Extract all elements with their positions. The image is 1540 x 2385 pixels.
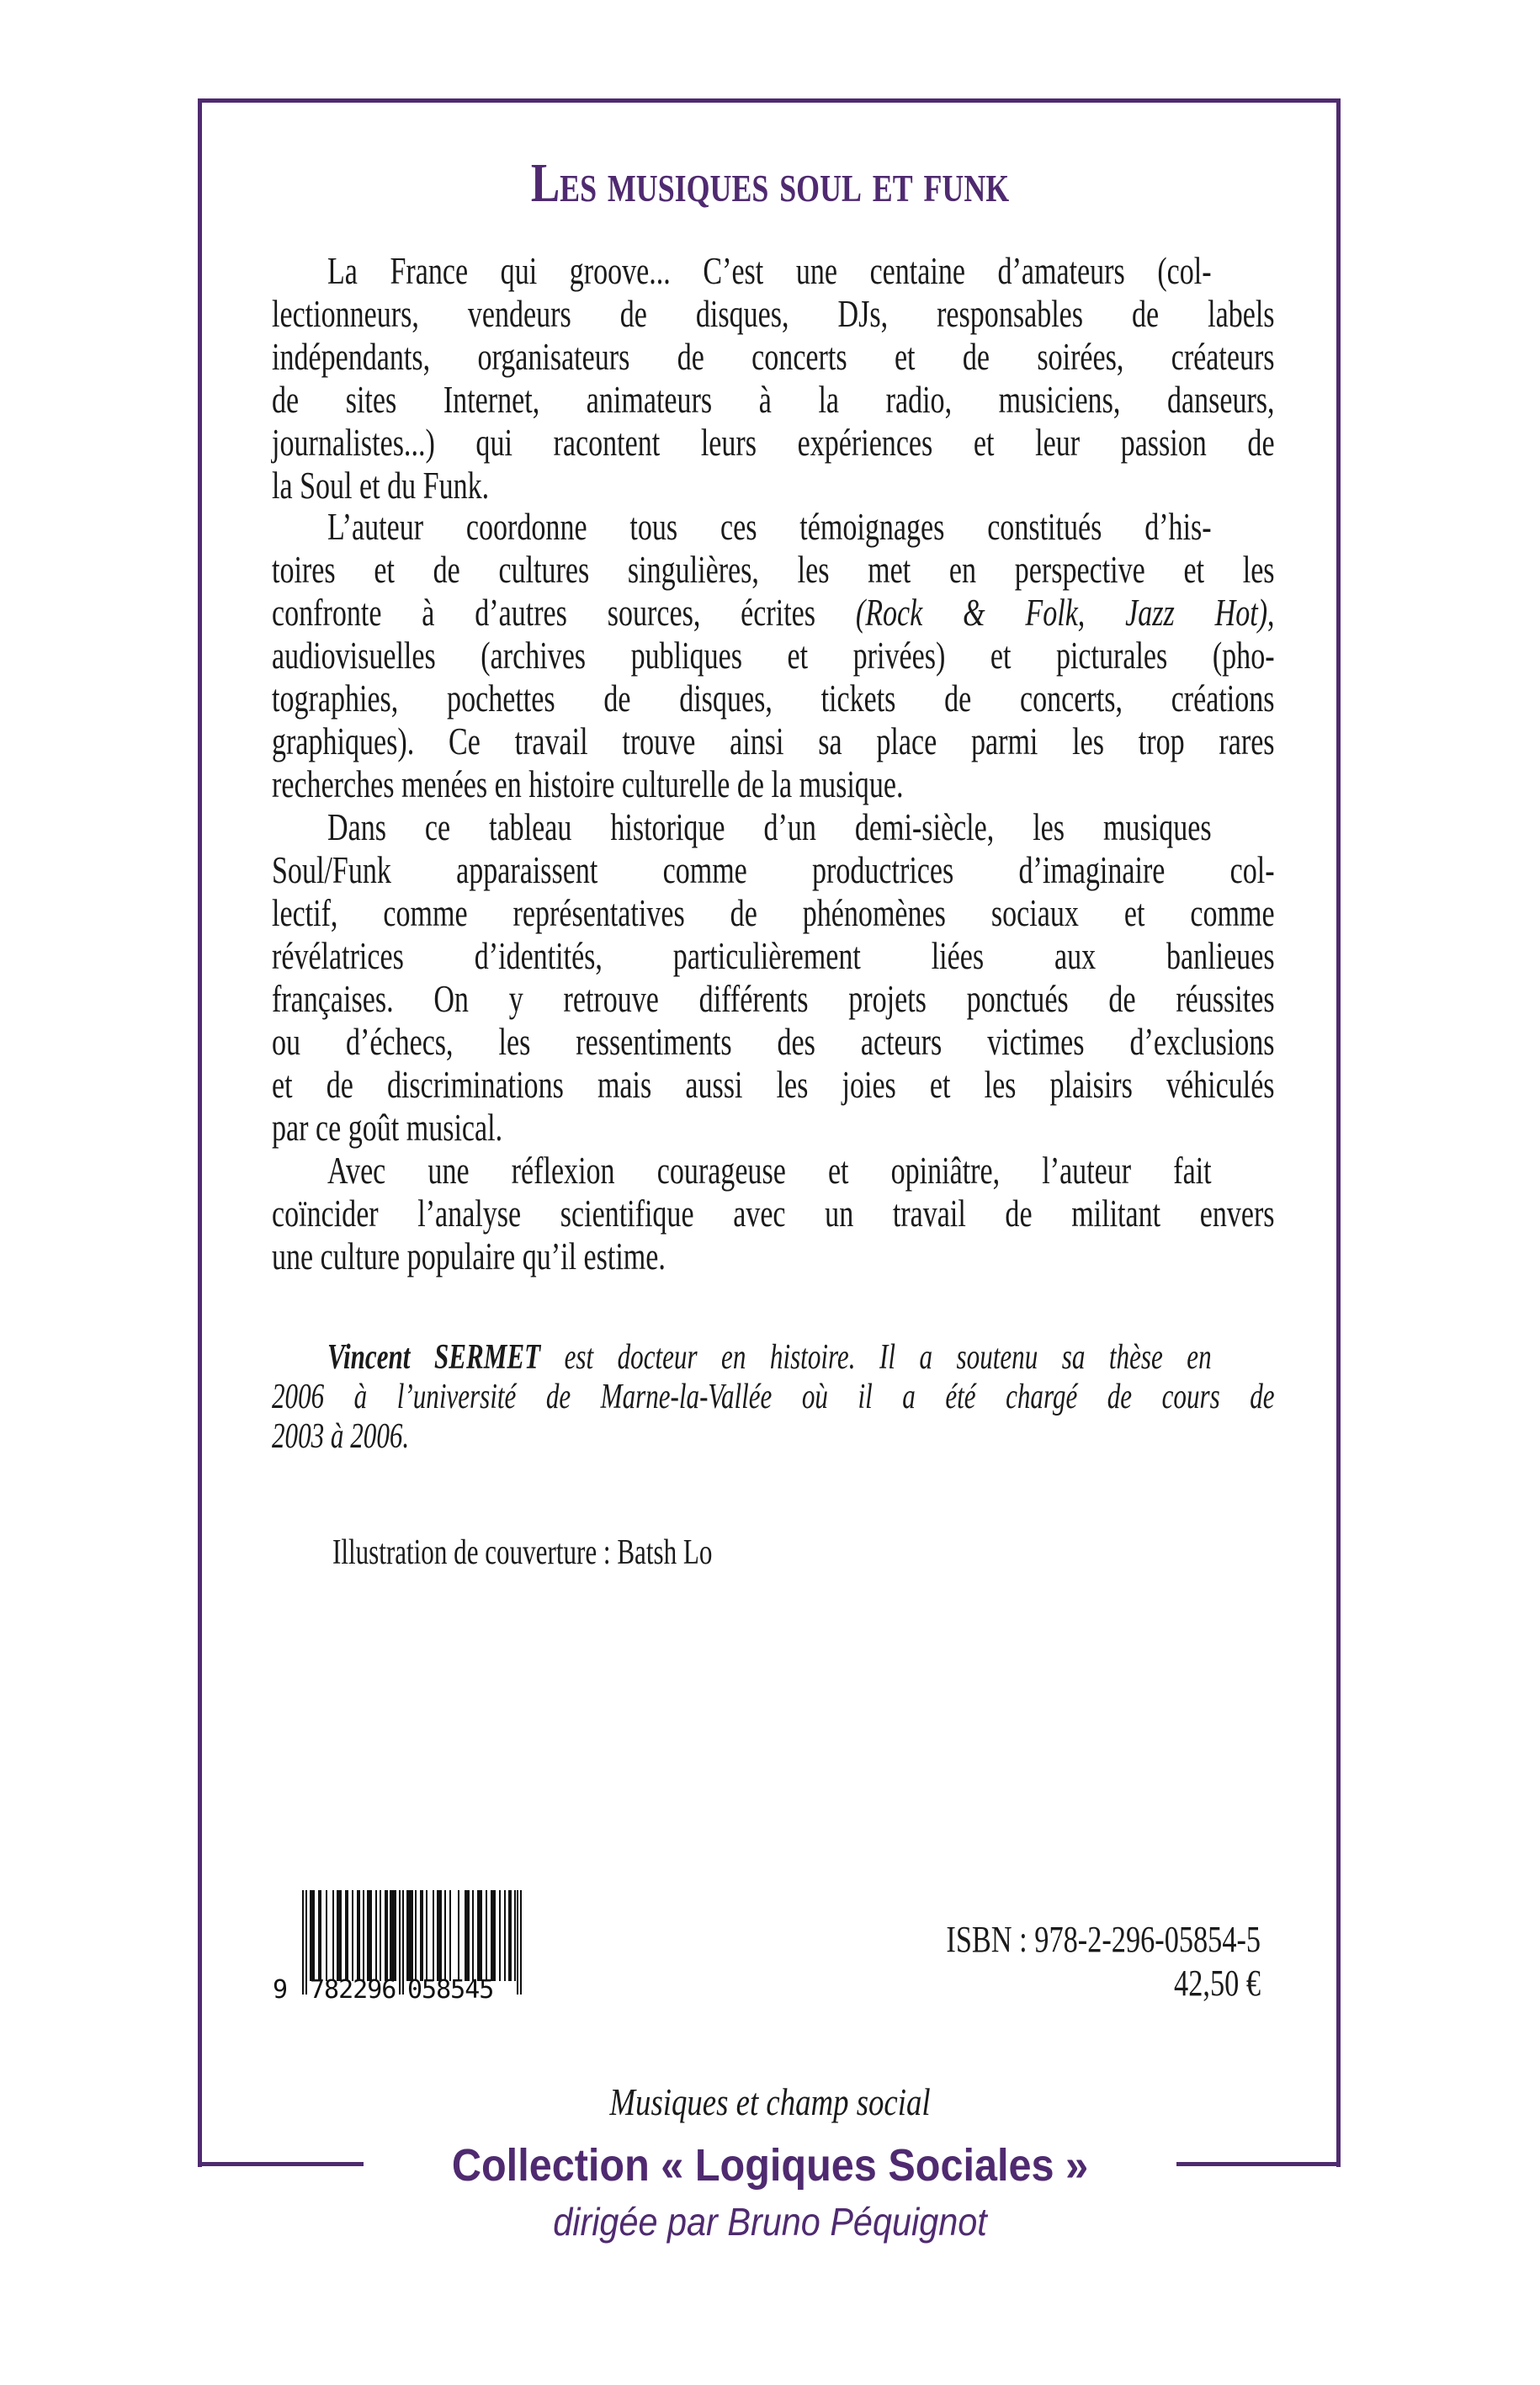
collection-name: Collection « Logiques Sociales » xyxy=(451,2140,1089,2191)
text-line: coïncider l’analyse scientifique avec un travail de militant envers xyxy=(272,1192,1275,1235)
price: 42,50 € xyxy=(1174,1963,1261,2004)
text-line: tographies, pochettes de disques, tickets de concerts, créations xyxy=(272,677,1275,720)
text-line: indépendants, organisateurs de concerts et de soirées, créateurs xyxy=(272,335,1275,378)
text-line: lectionneurs, vendeurs de disques, DJs, responsables de labels xyxy=(272,292,1275,335)
author-bio xyxy=(272,1338,1274,1457)
blurb-paragraph-3 xyxy=(272,805,1274,1149)
text-line: lectif, comme représentatives de phénomènes sociaux et comme xyxy=(272,891,1275,934)
italic-sources: (Rock & Folk, Jazz Hot) xyxy=(855,591,1268,634)
text-line: la Soul et du Funk. xyxy=(272,464,490,507)
text-line: ou d’échecs, les ressentiments des acteurs victimes d’exclusions xyxy=(272,1020,1275,1063)
text-line: L’auteur coordonne tous ces témoignages constitués d’his- xyxy=(327,505,1212,548)
text-line: confronte à d’autres sources, écrites (Rock & Folk, Jazz Hot), xyxy=(272,591,1275,634)
text-line: Avec une réflexion courageuse et opiniâtre, l’auteur fait xyxy=(327,1149,1212,1192)
text-line: toires et de cultures singulières, les met en perspective et les xyxy=(272,548,1275,591)
text-line: de sites Internet, animateurs à la radio, musiciens, danseurs, xyxy=(272,378,1275,421)
text-line: Vincent SERMET est docteur en histoire. Il a soutenu sa thèse en xyxy=(327,1338,1212,1377)
blurb-paragraph-4 xyxy=(272,1149,1274,1277)
text-line: 2003 à 2006. xyxy=(272,1417,410,1456)
series-name: Musiques et champ social xyxy=(609,2080,931,2123)
barcode-digits: 9 782296 058545 xyxy=(273,1975,494,2005)
text-line: Dans ce tableau historique d’un demi-siècle, les musiques xyxy=(327,805,1212,848)
blurb-paragraph-2 xyxy=(272,505,1274,805)
isbn: ISBN : 978-2-296-05854-5 xyxy=(946,1919,1261,1960)
book-title: Les musiques soul et funk xyxy=(530,152,1010,214)
text-line: La France qui groove... C’est une centaine d’amateurs (col- xyxy=(327,249,1212,292)
text-line: une culture populaire qu’il estime. xyxy=(272,1235,666,1277)
text-line: et de discriminations mais aussi les joies et les plaisirs véhiculés xyxy=(272,1063,1275,1106)
collection-director: dirigée par Bruno Péquignot xyxy=(553,2200,987,2244)
frame-border-right xyxy=(1336,98,1341,2167)
frame-border-top xyxy=(198,98,1341,103)
author-name: Vincent SERMET xyxy=(327,1338,541,1377)
text-line: journalistes...) qui racontent leurs expériences et leur passion de xyxy=(272,421,1275,464)
text-line: 2006 à l’université de Marne-la-Vallée où il a été chargé de cours de xyxy=(272,1378,1275,1416)
frame-border-left xyxy=(198,98,202,2167)
text-line: audiovisuelles (archives publiques et privées) et picturales (pho- xyxy=(272,634,1275,677)
text-line: révélatrices d’identités, particulièrement liées aux banlieues xyxy=(272,934,1275,977)
text-line: par ce goût musical. xyxy=(272,1106,503,1149)
text-line: Soul/Funk apparaissent comme productrices d’imaginaire col- xyxy=(272,848,1275,891)
text-line: recherches menées en histoire culturelle de la musique. xyxy=(272,762,904,805)
blurb-paragraph-1 xyxy=(272,249,1274,507)
text-line: graphiques). Ce travail trouve ainsi sa place parmi les trop rares xyxy=(272,720,1275,762)
illustration-credit: Illustration de couverture : Batsh Lo xyxy=(332,1533,713,1572)
text-line: françaises. On y retrouve différents projets ponctués de réussites xyxy=(272,977,1275,1020)
